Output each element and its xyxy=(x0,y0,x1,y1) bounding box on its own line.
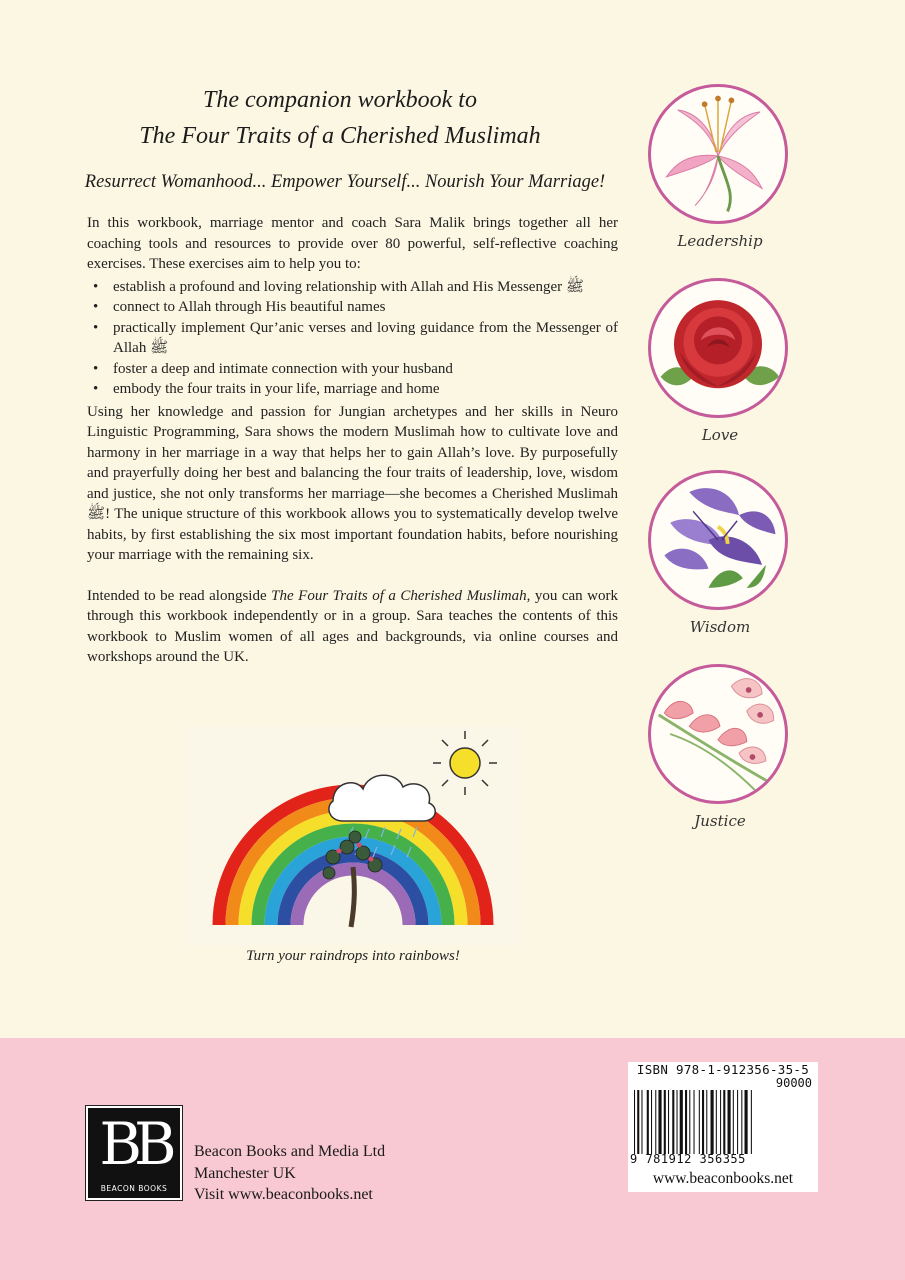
publisher-info xyxy=(194,1141,385,1206)
rainbow-illustration xyxy=(183,727,523,945)
heading-line-2: The Four Traits of a Cherished Muslimah xyxy=(139,123,541,149)
logo-name: BEACON BOOKS xyxy=(100,1184,168,1193)
description xyxy=(87,213,618,668)
barcode-website: www.beaconbooks.net xyxy=(652,1170,794,1187)
price-code: 90000 xyxy=(775,1076,812,1090)
trait-label: Wisdom xyxy=(689,618,751,636)
lily-flower-icon xyxy=(648,84,788,224)
list-item: • establish a profound and loving relationship with Allah and His Messenger ﷺ xyxy=(113,277,618,298)
trait-label: Love xyxy=(701,426,739,444)
barcode-panel xyxy=(628,1062,818,1192)
isbn-number: ISBN 978-1-912356-35-5 xyxy=(636,1062,810,1077)
aims-list xyxy=(87,277,618,400)
tagline: Resurrect Womanhood... Empower Yourself... Nourish Your Marriage! xyxy=(84,172,606,192)
usage-paragraph: Intended to be read alongside The Four Traits of a Cherished Muslimah, you can work through this workbook independently or in a group. Sara teaches the contents of this workbook to Muslim women of all ages and backgrounds, via online courses and workshops around the UK. xyxy=(87,587,618,665)
publisher-location: Manchester UK xyxy=(194,1164,296,1182)
trait-label: Leadership xyxy=(677,232,763,250)
rose-flower-icon xyxy=(648,278,788,418)
intro-paragraph: In this workbook, marriage mentor and coach Sara Malik brings together all her coaching tools and resources to provide over 80 powerful, self-reflective coaching exercises. These exercises aim to help you to: xyxy=(87,215,618,272)
publisher-website: Visit www.beaconbooks.net xyxy=(194,1186,373,1203)
workbook-heading xyxy=(60,82,620,154)
publisher-name: Beacon Books and Media Ltd xyxy=(194,1143,386,1160)
gladiolus-flower-icon xyxy=(648,664,788,804)
list-item: • connect to Allah through His beautiful names xyxy=(113,297,618,318)
iris-flower-icon xyxy=(648,470,788,610)
list-item: • practically implement Qur’anic verses and loving guidance from the Messenger of Allah ﷺ xyxy=(113,318,618,359)
rainbow-caption: Turn your raindrops into rainbows! xyxy=(246,948,460,964)
barcode-number: 9 781912 356355 xyxy=(630,1152,746,1166)
barcode-bars xyxy=(632,1090,812,1154)
beacon-books-logo xyxy=(86,1106,182,1200)
logo-letters: BB xyxy=(99,1110,169,1178)
book-title: The Four Traits of a Cherished Muslimah xyxy=(271,587,527,604)
trait-label: Justice xyxy=(694,812,746,830)
heading-line-1: The companion workbook to xyxy=(203,87,477,113)
list-item: • embody the four traits in your life, marriage and home xyxy=(113,379,618,400)
method-paragraph: Using her knowledge and passion for Jungian archetypes and her skills in Neuro Linguistic Programming, Sara shows the modern Muslimah how to cultivate love and harmony in her marriage in a way that helps her to gain Allah’s love. By purposefully and prayerfully doing her best and balancing the four traits of leadership, love, wisdom and justice, she not only transforms her marriage—she becomes a Cherished Muslimah ﷺ! The unique structure of this workbook allows you to systematically develop twelve habits, by first establishing the six most important foundation habits, before nourishing your marriage with the remaining six. xyxy=(87,403,618,563)
list-item: • foster a deep and intimate connection with your husband xyxy=(113,359,618,380)
